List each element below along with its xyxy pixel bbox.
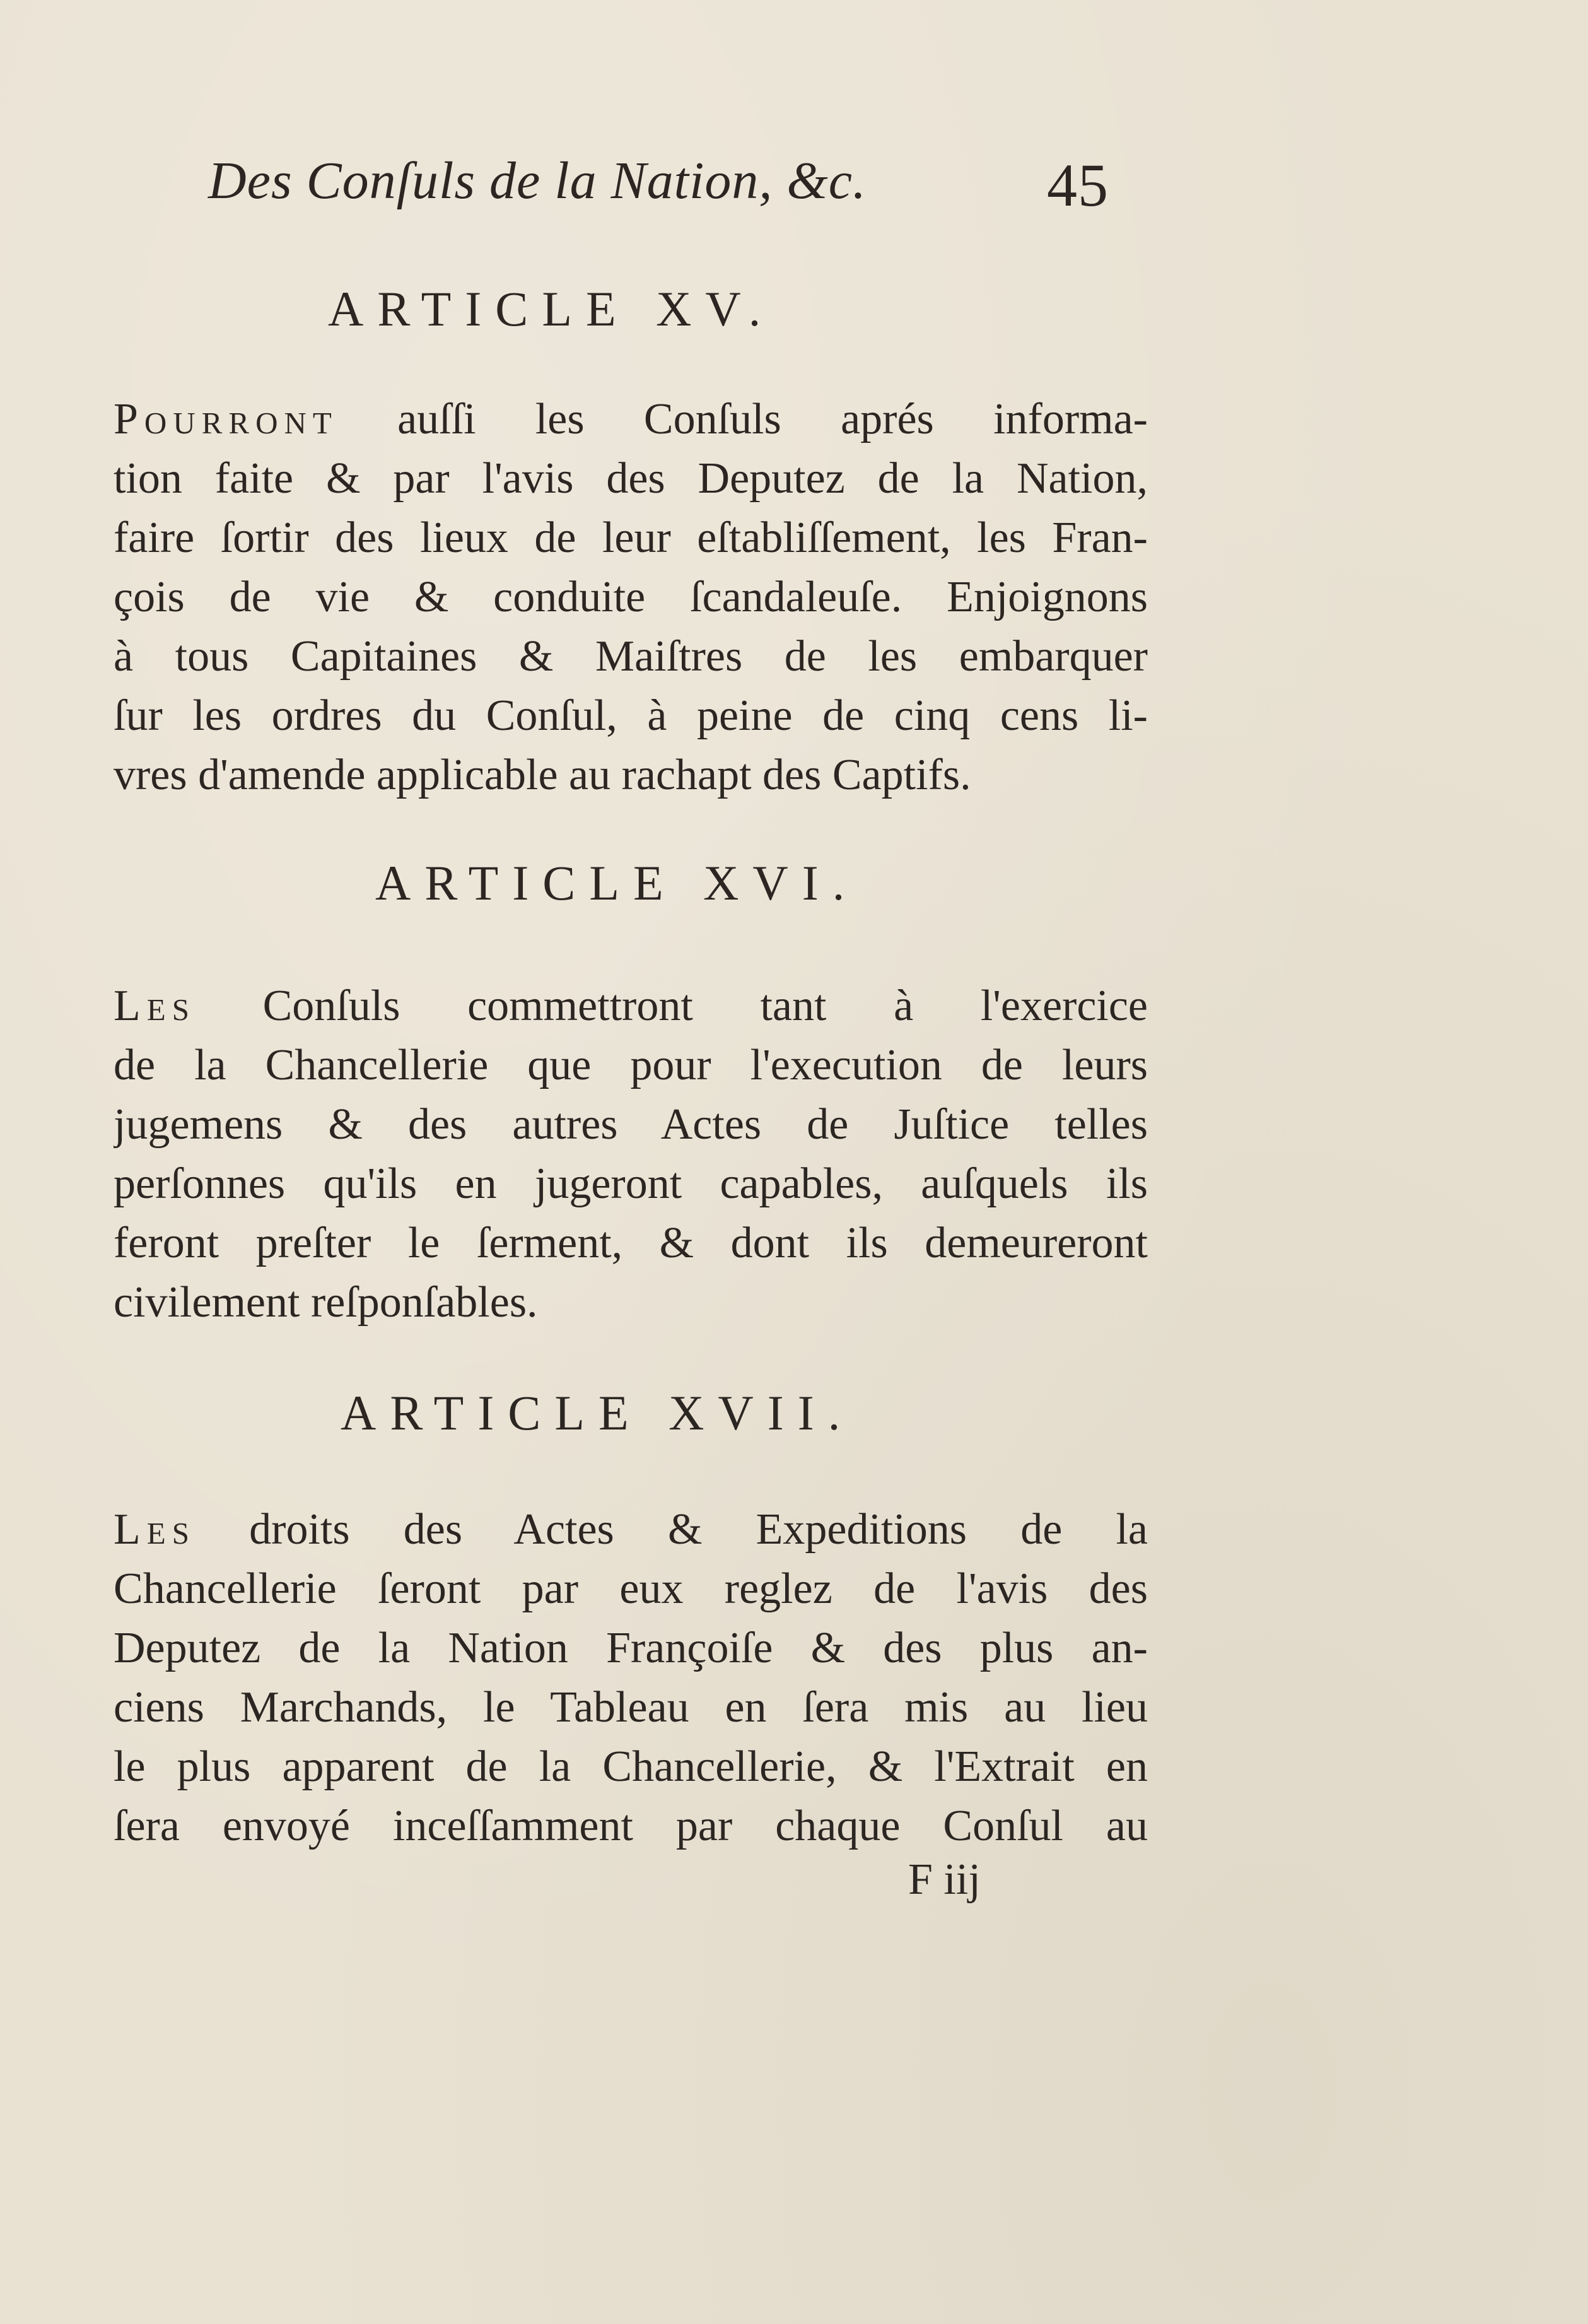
page-number: 45 [1047, 151, 1109, 219]
text-line: feront preſter le ſerment, & dont ils demeureront [114, 1219, 1148, 1267]
text-line: de la Chancellerie que pour l'execution de leurs [114, 1041, 1148, 1089]
text-line: le plus apparent de la Chancellerie, & l'Extrait en [114, 1742, 1148, 1791]
article-xvii-text [114, 1500, 1148, 1856]
text-line: Chancellerie ſeront par eux reglez de l'avis des [114, 1564, 1148, 1613]
text-line: jugemens & des autres Actes de Juſtice telles [114, 1100, 1148, 1149]
lead-word: Pourront [114, 395, 338, 443]
text-line: civilement reſponſables. [114, 1278, 538, 1327]
article-xv-text [114, 390, 1148, 805]
text-line: ſur les ordres du Conſul, à peine de cinq cens li- [114, 691, 1148, 740]
text-line: ciens Marchands, le Tableau en ſera mis au lieu [114, 1683, 1148, 1732]
article-heading-xvi: ARTICLE XVI. [375, 855, 859, 910]
text-line: Pourront auſſi les Conſuls aprés informa- [114, 395, 1148, 443]
running-head-title: Des Conſuls de la Nation, &c. [208, 151, 867, 210]
lead-word: Les [114, 1505, 196, 1554]
text-line: perſonnes qu'ils en jugeront capables, auſquels ils [114, 1159, 1148, 1208]
text-line: çois de vie & conduite ſcandaleuſe. Enjoignons [114, 573, 1148, 621]
text-line: ſera envoyé inceſſamment par chaque Conſul au [114, 1802, 1148, 1850]
text-line: Les Conſuls commettront tant à l'exercice [114, 982, 1148, 1030]
running-head [208, 150, 1154, 226]
text-line: faire ſortir des lieux de leur eſtabliſſement, les Fran- [114, 514, 1148, 562]
text-line: Deputez de la Nation Françoiſe & des plus an- [114, 1624, 1148, 1672]
signature-mark: F iij [908, 1855, 981, 1904]
text-line: à tous Capitaines & Maiſtres de les embarquer [114, 632, 1148, 681]
article-heading-xvii: ARTICLE XVII. [341, 1385, 855, 1440]
article-xvi-text [114, 977, 1148, 1332]
text-line: vres d'amende applicable au rachapt des Captifs. [114, 751, 971, 799]
text-line: Les droits des Actes & Expeditions de la [114, 1505, 1148, 1554]
article-heading-xv: ARTICLE XV. [328, 281, 775, 336]
text-line: tion faite & par l'avis des Deputez de la Nation, [114, 454, 1148, 503]
lead-word: Les [114, 982, 196, 1030]
